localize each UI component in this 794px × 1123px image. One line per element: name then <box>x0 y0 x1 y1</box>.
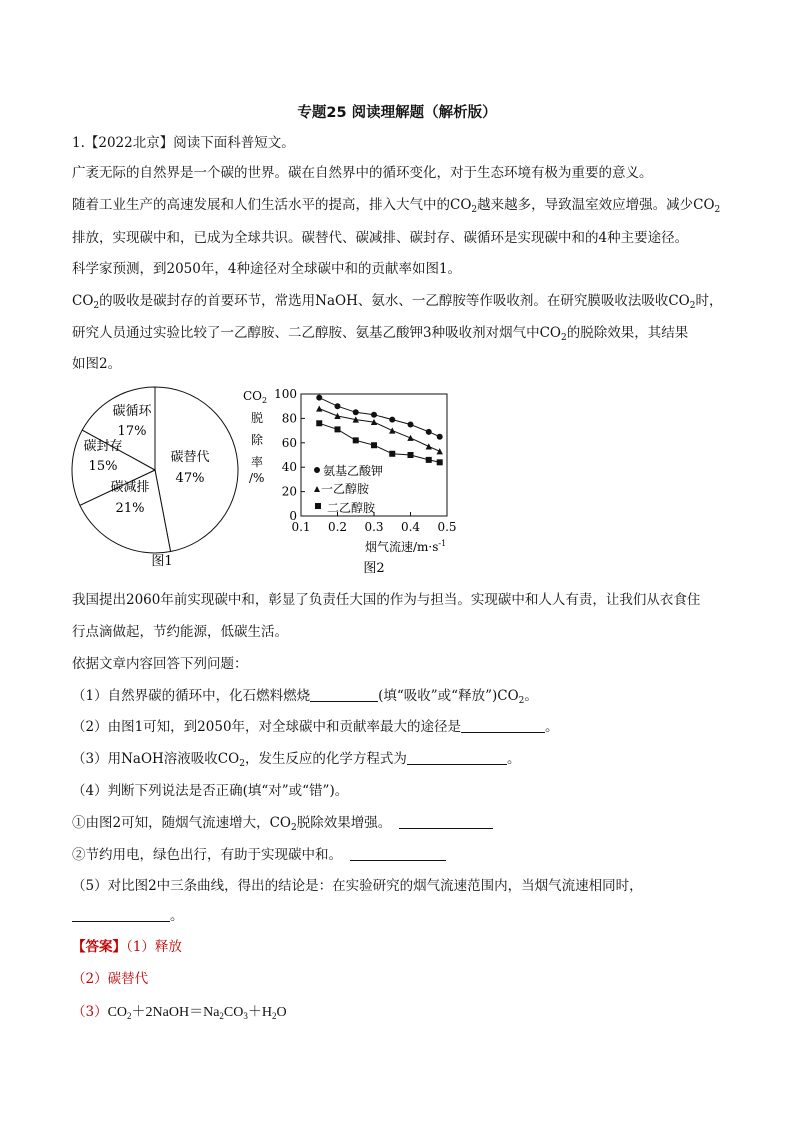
question-1: （1）自然界碳的循环中，化石燃料燃烧 (填“吸收”或“释放$”)CO_2$。 <box>72 688 538 706</box>
y-tick-label: 60 <box>281 435 297 450</box>
legend-marker-circle <box>314 467 320 473</box>
data-point <box>335 426 341 432</box>
y-tick-label: 100 <box>274 387 297 401</box>
series <box>316 395 443 466</box>
answer-blank[interactable] <box>72 907 170 922</box>
paragraph: 排放，实现碳中和，已成为全球共识。碳替代、碳减排、碳封存、碳循环是实现碳中和的4种主要途径。 <box>72 230 689 246</box>
data-point <box>407 435 413 441</box>
paragraph: 如图2。 <box>72 356 122 372</box>
slice-pct: 21% <box>115 501 145 516</box>
question-5: （5）对比图2中三条曲线，得出的结论是：在实验研究的烟气流速范围内，当烟气流速相同时， <box>72 878 643 894</box>
pie-slice-碳替代 <box>155 387 238 552</box>
data-point <box>426 429 432 435</box>
question-2: （2）由图1可知，到2050年，对全球碳中和贡献率最大的途径是 。 <box>72 719 559 735</box>
legend <box>314 463 383 515</box>
y-tick-label: 80 <box>281 411 297 426</box>
data-point <box>316 395 322 401</box>
x-axis-label: 烟气流速$/m\cdot s^{-1}$ <box>365 539 447 554</box>
y-axis-label: 除 <box>251 433 264 447</box>
slice-label: 碳减排 <box>110 480 150 495</box>
data-point <box>335 403 341 409</box>
answer-tag: 【答案】 <box>72 939 126 955</box>
figure-1-caption: 图1 <box>151 554 173 569</box>
x-tick-label: 0.3 <box>364 520 384 534</box>
question-3: （3）用NaOH溶液吸收$CO_2$，发生反应的化学方程式为 。 <box>72 751 521 769</box>
y-axis-label-unit: /% <box>249 471 265 485</box>
y-axis-label-co: $CO_2$ <box>243 389 268 405</box>
answer-blank[interactable] <box>399 814 493 829</box>
data-point <box>353 437 359 443</box>
data-point <box>389 451 395 457</box>
slice-label: 碳封存 <box>83 439 123 454</box>
question-4-item-1: ①由图2可知，随烟气流速增大，$CO_2$脱除效果增强。 <box>72 813 493 833</box>
question-4-item-2: ②节约用电，绿色出行，有助于实现碳中和。 <box>72 845 446 865</box>
y-tick-label: 20 <box>281 484 297 499</box>
answer-blank[interactable] <box>407 750 507 765</box>
figure-1-pie-chart <box>62 385 242 575</box>
data-point <box>426 443 432 449</box>
paragraph: 广袤无际的自然界是一个碳的世界。碳在自然界中的循环变化，对于生态环境有极为重要的意义。 <box>72 165 653 181</box>
answer-3: $(3)CO_2+2NaOH=Na_2CO_3+H_2O$ <box>72 1004 287 1021</box>
answer-blank[interactable] <box>350 846 446 861</box>
answer-2: （2）碳替代 <box>72 971 149 987</box>
x-tick-label: 0.2 <box>327 520 348 534</box>
x-ticks <box>291 512 456 534</box>
answer-blank[interactable] <box>310 687 378 702</box>
y-axis-label: 率 <box>251 455 264 469</box>
legend-marker-square <box>315 503 321 509</box>
data-point <box>334 413 340 419</box>
slice-pct: 17% <box>117 424 147 439</box>
slice-pct: 47% <box>175 471 205 486</box>
slice-label: 碳循环 <box>112 404 152 419</box>
figure-2-line-chart <box>243 386 473 578</box>
legend-marker-triangle <box>314 486 320 492</box>
data-point <box>353 409 359 415</box>
data-point <box>437 448 443 454</box>
y-tick-label: 0 <box>289 509 297 523</box>
question-5-continued: 。 <box>72 906 184 926</box>
data-point <box>389 427 395 433</box>
y-axis-label: 脱 <box>251 411 264 425</box>
chemical-equation: $CO_2+2NaOH=Na_2CO_3+H_2O$ <box>107 1005 287 1021</box>
paragraph: 研究人员通过实验比较了一乙醇胺、二乙醇胺、氨基乙酸钾3种吸收剂对烟气中$CO_2$的脱除效果，其结果 <box>72 325 689 343</box>
answer-1: 【答案】（1）释放 <box>72 939 182 955</box>
paragraph: 行点滴做起，节约能源，低碳生活。 <box>72 624 288 640</box>
question-4: （4）判断下列说法是否正确(填“对”或“错”)。 <box>72 783 349 799</box>
answer-blank[interactable] <box>461 718 545 733</box>
data-point <box>426 457 432 463</box>
y-ticks <box>274 387 305 523</box>
page-title: 专题25 阅读理解题（解析版） <box>297 105 497 121</box>
paragraph: 科学家预测，到2050年，4种途径对全球碳中和的贡献率如图1。 <box>72 261 462 277</box>
x-tick-label: 0.1 <box>291 520 311 534</box>
paragraph: 随着工业生产的高速发展和人们生活水平的提高，排入大气中的$CO_2$越来越多，导致温室效应增强。减少$CO_2$ <box>72 197 721 215</box>
question-1-heading: 1.【2022北京】阅读下面科普短文。 <box>72 135 295 151</box>
legend-label: 氨基乙酸钾 <box>323 464 384 478</box>
legend-label: 一乙醇胺 <box>321 482 370 496</box>
paragraph: 依据文章内容回答下列问题： <box>72 656 248 672</box>
data-point <box>371 442 377 448</box>
slice-pct: 15% <box>88 459 118 474</box>
figure-2-caption: 图2 <box>363 561 385 576</box>
data-point <box>437 459 443 465</box>
paragraph: $CO_2$的吸收是碳封存的首要环节，常选用NaOH、氨水、一乙醇胺等作吸收剂。在研究膜吸收法吸收$CO_2$时， <box>72 293 723 311</box>
data-point <box>316 420 322 426</box>
data-point <box>408 452 414 458</box>
data-point <box>408 422 414 428</box>
data-point <box>316 405 322 411</box>
data-point <box>389 417 395 423</box>
y-tick-label: 40 <box>281 460 297 475</box>
x-tick-label: 0.4 <box>400 520 421 534</box>
slice-label: 碳替代 <box>170 450 210 465</box>
data-point <box>437 434 443 440</box>
data-point <box>371 412 377 418</box>
paragraph: 我国提出2060年前实现碳中和，彰显了负责任大国的作为与担当。实现碳中和人人有责，让我们从衣食住 <box>72 592 701 608</box>
legend-label: 二乙醇胺 <box>327 501 376 515</box>
x-tick-label: 0.5 <box>437 520 457 534</box>
